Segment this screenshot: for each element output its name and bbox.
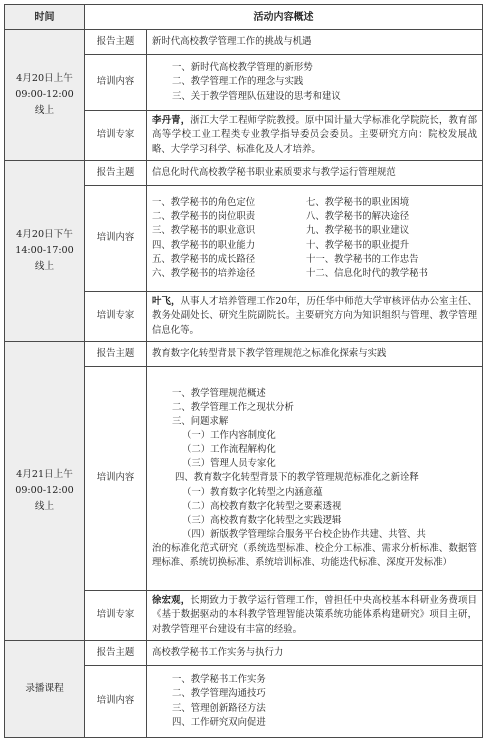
activity-schedule-table (4, 4, 483, 738)
session-3-time: 4月21日上午 09:00-12:00 线上 (5, 342, 85, 641)
list-item: （一）教育数字化转型之内涵意蕴 (182, 486, 323, 498)
table-header-row (5, 5, 483, 30)
list-item: 三、管理创新路径方法 (172, 702, 266, 714)
list-item: 一、新时代高校教学管理的新形势 (172, 62, 313, 74)
content-two-columns (152, 196, 477, 281)
session-3-content (147, 367, 483, 591)
session-2-expert (147, 292, 483, 342)
session-1-content (147, 55, 483, 111)
list-item: （四）新版教学管理综合服务平台校企协作共建、共管、共 (182, 528, 426, 540)
list-item: 二、教学管理工作之现状分析 (172, 401, 294, 413)
list-item: 十一、教学秘书的工作忠告 (306, 253, 419, 265)
list-item: （三）高校教育数字化转型之实践逻辑 (182, 514, 342, 526)
list-item: 二、教学管理沟通技巧 (172, 688, 266, 700)
expert-name: 叶飞， (152, 296, 181, 308)
list-item: （三）管理人员专家化 (182, 458, 276, 470)
list-item: 二、教学秘书的岗位职责 (152, 211, 256, 223)
topic-label: 报告主题 (85, 161, 147, 186)
expert-bio: 浙江大学工程师学院教授。原中国计量大学标准化学院院长，教育部高等学校工业工程类专业教学指导委员会委员。主要研究方向：院校发展战略、大学学习科学、标准化及人才培养。 (152, 115, 477, 155)
session-1-topic-row (5, 30, 483, 55)
list-item: 二、教学管理工作的理念与实践 (172, 76, 304, 88)
expert-bio: 长期致力于教学运行管理工作，曾担任中央高校基本科研业务费项目《基于数据驱动的本科教学管理智能决策系统功能体系构建研究》项目主研，对教学管理平台建设有丰富的经验。 (152, 595, 477, 635)
list-item: （一）工作内容制度化 (182, 430, 276, 442)
content-label: 培训内容 (85, 666, 147, 738)
list-item: 八、教学秘书的解决途径 (306, 211, 410, 223)
expert-label: 培训专家 (85, 111, 147, 161)
list-item: （二）高校教育数字化转型之要素透视 (182, 500, 342, 512)
list-item: 一、教学秘书工作实务 (172, 674, 266, 686)
topic-label: 报告主题 (85, 30, 147, 55)
list-item: 九、教学秘书的职业建议 (306, 225, 410, 237)
session-4-topic-row (5, 641, 483, 666)
list-item: 四、工作研究双向促进 (172, 716, 266, 728)
session-4-topic: 高校教学秘书工作实务与执行力 (147, 641, 483, 666)
list-item: 十、教学秘书的职业提升 (306, 239, 410, 251)
session-2-topic-row (5, 161, 483, 186)
topic-label: 报告主题 (85, 641, 147, 666)
content-label: 培训内容 (85, 186, 147, 292)
session-3-topic-row (5, 342, 483, 367)
list-item: 五、教学秘书的成长路径 (152, 253, 256, 265)
expert-bio: 从事人才培养管理工作20年，历任华中师范大学审核评估办公室主任、教务处副处长、研究生院副院长。主要研究方向为知识组织与管理、教学管理信息化等。 (152, 296, 477, 336)
content-label: 培训内容 (85, 367, 147, 591)
list-item: 三、教学秘书的职业意识 (152, 225, 256, 237)
list-item: 一、教学管理规范概述 (172, 387, 266, 399)
list-item: 四、教学秘书的职业能力 (152, 239, 256, 251)
session-2-content (147, 186, 483, 292)
expert-label: 培训专家 (85, 292, 147, 342)
list-item: 三、问题求解 (172, 416, 229, 427)
expert-name: 徐宏观， (152, 595, 191, 607)
header-time: 时间 (5, 5, 85, 30)
session-3-expert (147, 591, 483, 641)
topic-label: 报告主题 (85, 342, 147, 367)
session-4-content (147, 666, 483, 738)
list-item: 一、教学秘书的角色定位 (152, 197, 256, 209)
list-item: （二）工作流程解构化 (182, 444, 276, 456)
list-item: 三、关于教学管理队伍建设的思考和建议 (172, 90, 341, 102)
session-1-topic: 新时代高校教学管理工作的挑战与机遇 (147, 30, 483, 55)
content-label: 培训内容 (85, 55, 147, 111)
session-2-time: 4月20日下午 14:00-17:00 线上 (5, 161, 85, 342)
list-item: 四、教育数字化转型背景下的教学管理规范标准化之新诠释 (175, 472, 419, 484)
session-1-expert (147, 111, 483, 161)
list-item: 治的标准化范式研究（系统选型标准、校企分工标准、需求分析标准、数据管理标准、系统切换标准、系统培训标准、功能迭代标准、深度开发标准） (152, 542, 477, 569)
list-item: 七、教学秘书的职业困境 (306, 197, 410, 209)
session-4-time: 录播课程 (5, 641, 85, 738)
session-3-topic: 教育数字化转型背景下教学管理规范之标准化探索与实践 (147, 342, 483, 367)
list-item: 十二、信息化时代的教学秘书 (306, 267, 428, 279)
list-item: 六、教学秘书的培养途径 (152, 267, 256, 279)
session-2-topic: 信息化时代高校教学秘书职业素质要求与教学运行管理规范 (147, 161, 483, 186)
session-1-time: 4月20日上午 09:00-12:00 线上 (5, 30, 85, 161)
expert-label: 培训专家 (85, 591, 147, 641)
expert-name: 李丹青， (152, 115, 191, 127)
header-content: 活动内容概述 (85, 5, 483, 30)
